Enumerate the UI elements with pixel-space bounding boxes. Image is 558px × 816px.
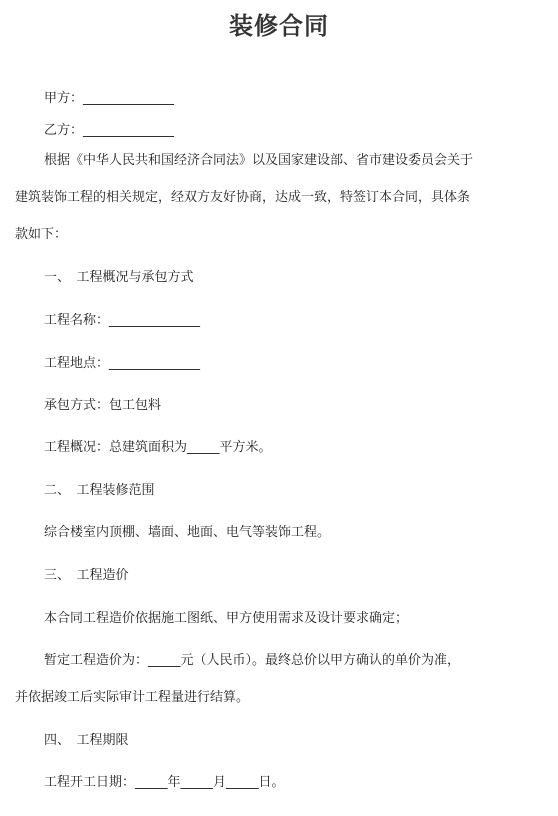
settlement-line: 并依据竣工后实际审计工程量进行结算。 [15, 690, 250, 705]
preamble-line-3: 款如下： [15, 227, 68, 242]
document-title: 装修合同 [229, 12, 329, 40]
provisional-cost-line: 暂定工程造价为：_____元（人民币）。最终总价以甲方确认的单价为准， [44, 653, 461, 668]
preamble-line-2: 建筑装饰工程的相关规定，经双方友好协商，达成一致，特签订本合同，具体条 [15, 190, 471, 205]
preamble-line-1: 根据《中华人民共和国经济合同法》以及国家建设部、省市建设委员会关于 [44, 153, 474, 168]
project-location-line: 工程地点：______________ [44, 356, 201, 371]
project-overview-line: 工程概况：总建筑面积为_____平方米。 [44, 440, 272, 455]
project-name-line: 工程名称：______________ [44, 313, 201, 328]
cost-basis-line: 本合同工程造价依据施工图纸、甲方使用需求及设计要求确定； [44, 611, 409, 626]
section-1-heading: 一、 工程概况与承包方式 [44, 270, 194, 285]
scope-line: 综合楼室内顶棚、墙面、地面、电气等装饰工程。 [44, 525, 331, 540]
party-b-line: 乙方：______________ [44, 123, 175, 138]
section-2-heading: 二、 工程装修范围 [44, 483, 155, 498]
section-3-heading: 三、 工程造价 [44, 568, 129, 583]
contract-method-line: 承包方式：包工包料 [44, 398, 162, 413]
section-4-heading: 四、 工程期限 [44, 733, 129, 748]
party-a-line: 甲方：______________ [44, 91, 175, 106]
start-date-line: 工程开工日期：_____年_____月_____日。 [44, 775, 285, 790]
